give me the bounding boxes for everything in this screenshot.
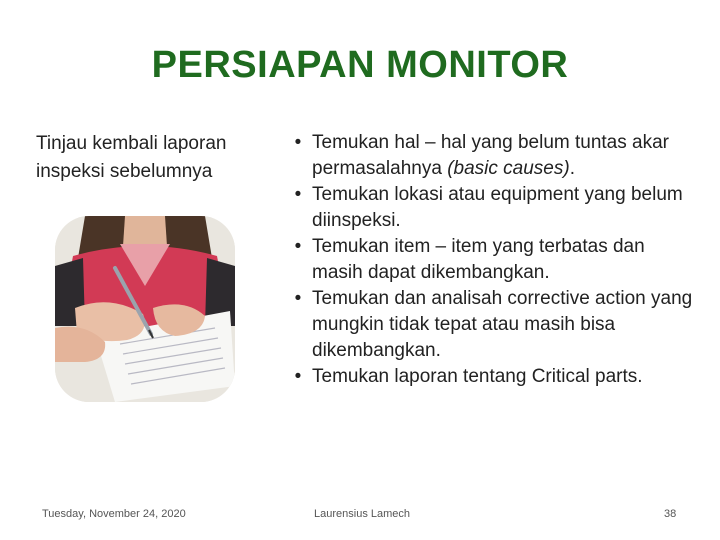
page-number: 38 [664,508,677,520]
left-caption: Tinjau kembali laporan inspeksi sebelumnya [36,133,227,182]
bullet-text: Temukan lokasi atau equipment yang belum diinspeksi. [312,184,683,231]
slide-title: PERSIAPAN MONITOR [151,44,569,86]
bullet-dot: • [294,184,302,205]
photo-illustration [55,216,235,402]
bullet-text: Temukan hal – hal yang belum tuntas akar permasalahnya [312,132,669,179]
photo-person-writing [55,216,235,402]
bullet-suffix: . [569,158,575,179]
bullet-dot: • [294,366,302,387]
list-item [286,130,696,182]
bullet-italic: (basic causes) [447,158,570,179]
bullet-dot: • [294,132,302,153]
list-item [286,234,696,286]
list-item [286,286,696,364]
bullet-text: Temukan item – item yang terbatas dan masih dapat dikembangkan. [312,236,645,283]
list-item [286,364,696,390]
bullet-text: Temukan laporan tentang Critical parts. [312,366,643,387]
bullet-text: Temukan dan analisah corrective action yang mungkin tidak tepat atau masih bisa dikembangkan. [312,288,693,361]
list-item [286,182,696,234]
footer-author: Laurensius Lamech [314,508,411,520]
bullet-dot: • [294,288,302,309]
bullet-list [286,130,696,390]
bullet-dot: • [294,236,302,257]
footer-date: Tuesday, November 24, 2020 [42,508,186,520]
